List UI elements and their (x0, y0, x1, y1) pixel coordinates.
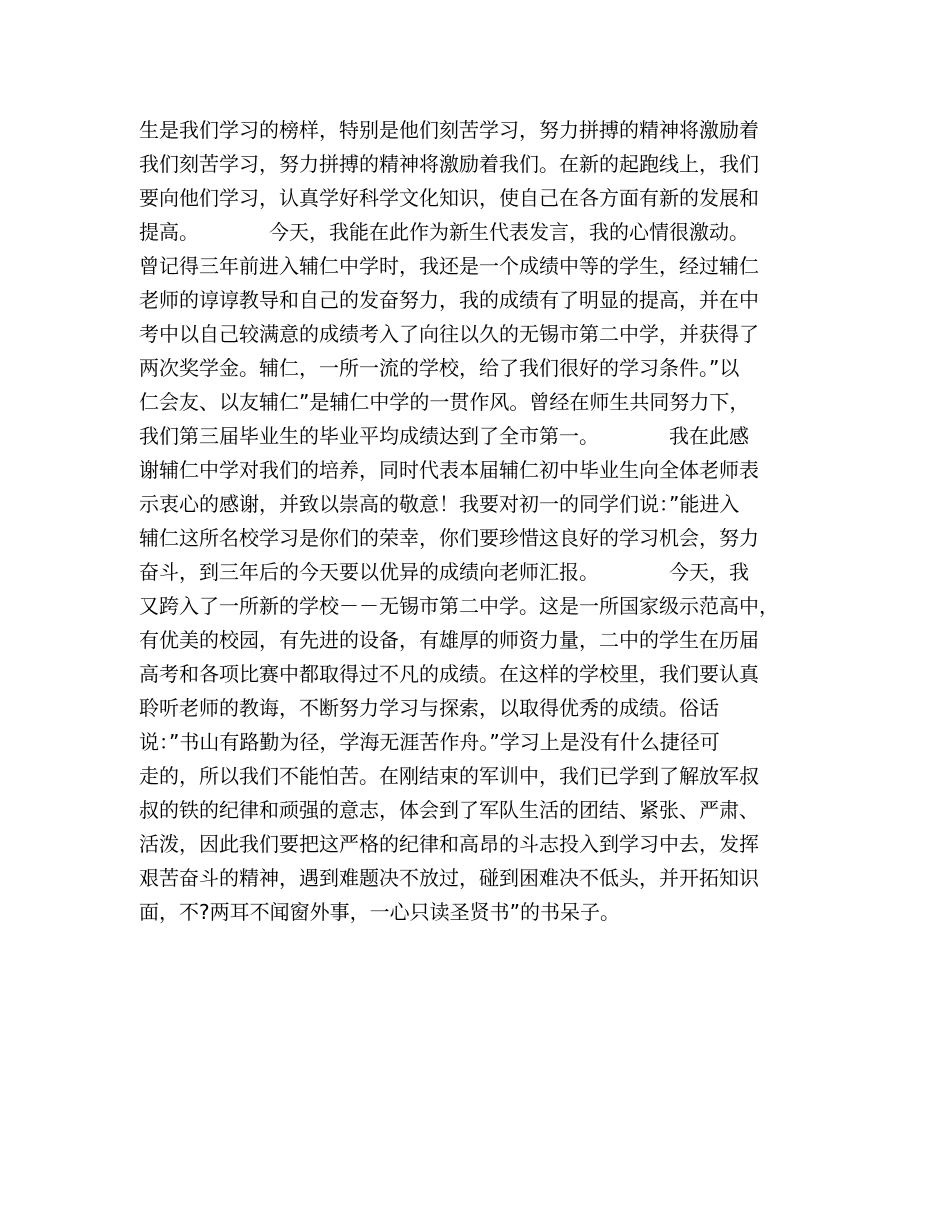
text-line: 老师的谆谆教导和自己的发奋努力，我的成绩有了明显的提高，并在中 (139, 288, 759, 312)
text-line: 活泼，因此我们要把这严格的纪律和高昂的斗志投入到学习中去，发挥 (139, 832, 759, 856)
text-line: 仁会友、以友辅仁”是辅仁中学的一贯作风。曾经在师生共同努力下， (139, 390, 750, 414)
text-line: 有优美的校园，有先进的设备，有雄厚的师资力量，二中的学生在历届 (139, 628, 759, 652)
text-line: 生是我们学习的榜样，特别是他们刻苦学习，努力拼搏的精神将激励着 (139, 118, 759, 142)
text-line: 辅仁这所名校学习是你们的荣幸，你们要珍惜这良好的学习机会，努力 (139, 526, 759, 550)
text-line: 曾记得三年前进入辅仁中学时，我还是一个成绩中等的学生，经过辅仁 (139, 254, 759, 278)
text-line: 又跨入了一所新的学校－－无锡市第二中学。这是一所国家级示范高中， (139, 594, 779, 618)
text-line: 叔的铁的纪律和顽强的意志，体会到了军队生活的团结、紧张、严肃、 (139, 798, 759, 822)
text-line: 两次奖学金。辅仁，一所一流的学校，给了我们很好的学习条件。”以 (139, 356, 740, 380)
text-line: 说：”书山有路勤为径，学海无涯苦作舟。”学习上是没有什么捷径可 (139, 730, 720, 754)
text-line: 奋斗，到三年后的今天要以优异的成绩向老师汇报。 今天，我 (139, 560, 749, 584)
text-line: 提高。 今天，我能在此作为新生代表发言，我的心情很激动。 (139, 220, 749, 244)
text-line: 面，不?两耳不闻窗外事，一心只读圣贤书”的书呆子。 (139, 900, 620, 924)
text-line: 考中以自己较满意的成绩考入了向往以久的无锡市第二中学，并获得了 (139, 322, 759, 346)
text-line: 聆听老师的教诲，不断努力学习与探索，以取得优秀的成绩。俗话 (139, 696, 719, 720)
text-line: 我们第三届毕业生的毕业平均成绩达到了全市第一。 我在此感 (139, 424, 749, 448)
text-line: 示衷心的感谢，并致以崇高的敬意！我要对初一的同学们说：”能进入 (139, 492, 740, 516)
text-line: 我们刻苦学习，努力拼搏的精神将激励着我们。在新的起跑线上，我们 (139, 152, 759, 176)
text-line: 要向他们学习，认真学好科学文化知识，使自己在各方面有新的发展和 (139, 186, 759, 210)
text-line: 走的，所以我们不能怕苦。在刚结束的军训中，我们已学到了解放军叔 (139, 764, 759, 788)
text-line: 高考和各项比赛中都取得过不凡的成绩。在这样的学校里，我们要认真 (139, 662, 759, 686)
text-line: 艰苦奋斗的精神，遇到难题决不放过，碰到困难决不低头，并开拓知识 (139, 866, 759, 890)
body-text (139, 113, 819, 929)
text-line: 谢辅仁中学对我们的培养，同时代表本届辅仁初中毕业生向全体老师表 (139, 458, 759, 482)
